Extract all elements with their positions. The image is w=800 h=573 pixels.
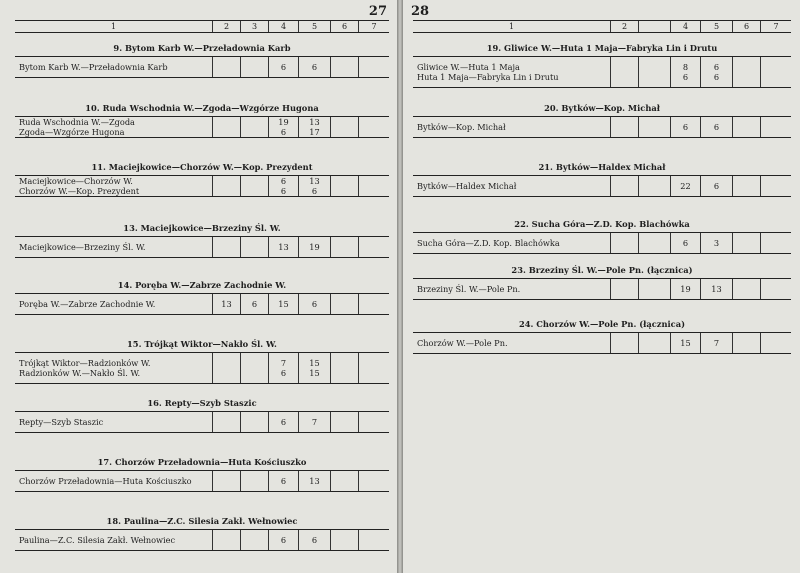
cell-value: 13: [221, 299, 232, 309]
value-cell-col-6: [331, 530, 359, 550]
value-cell-col-3: [241, 530, 269, 550]
table-row: [15, 293, 389, 315]
column-header-4: 4: [671, 21, 701, 32]
section-title: 17. Chorzów Przeładownia—Huta Kościuszko: [97, 457, 307, 467]
cell-value: 6: [311, 535, 318, 545]
route-line: Huta 1 Maja—Fabryka Lin i Drutu: [417, 72, 559, 82]
table-row: [413, 116, 791, 138]
value-cell-col-5: [701, 117, 733, 137]
table-row: [15, 411, 389, 433]
value-cell-col-7: [359, 530, 389, 550]
route-line: Chorzów Przeładownia—Huta Kościuszko: [19, 476, 192, 486]
table-row: [15, 352, 389, 384]
route-line: Ruda Wschodnia W.—Zgoda: [19, 117, 135, 127]
cell-value: 8: [682, 62, 689, 72]
section-title: 19. Gliwice W.—Huta 1 Maja—Fabryka Lin i Drutu: [486, 43, 718, 53]
value-cell-col-2: [213, 294, 241, 314]
section-title: 16. Repty—Szyb Staszic: [147, 398, 257, 408]
cell-value: 6: [280, 176, 287, 186]
cell-value: 6: [280, 535, 287, 545]
column-header-row: [15, 20, 389, 33]
value-cell-col-4: [269, 471, 299, 491]
column-header-4: 4: [269, 21, 299, 32]
value-cell-col-3: [639, 279, 671, 299]
table-row: [413, 232, 791, 254]
value-cell-col-6: [733, 279, 761, 299]
cell-value: 15: [278, 299, 289, 309]
value-cell-col-6: [331, 117, 359, 137]
table-row: [15, 470, 389, 492]
section-title: 9. Bytom Karb W.—Przeładownia Karb: [113, 43, 291, 53]
cell-value: 22: [680, 181, 691, 191]
route-line: Brzeziny Śl. W.—Pole Pn.: [417, 284, 521, 294]
table-row: [15, 56, 389, 78]
value-cell-col-4: [671, 233, 701, 253]
value-cell-col-2: [213, 471, 241, 491]
value-cell-col-5: [299, 471, 331, 491]
cell-value: 19: [278, 117, 289, 127]
route-line: Maciejkowice—Chorzów W.: [19, 176, 133, 186]
value-cell-col-6: [733, 233, 761, 253]
value-cell-col-7: [359, 237, 389, 257]
column-header-2: 2: [213, 21, 241, 32]
table-row: [413, 278, 791, 300]
value-cell-col-6: [733, 176, 761, 196]
route-line: Repty—Szyb Staszic: [19, 417, 104, 427]
value-cell-col-2: [611, 279, 639, 299]
table-row: [15, 529, 389, 551]
value-cell-col-6: [331, 237, 359, 257]
value-cell-col-3: [241, 57, 269, 77]
route-line: Maciejkowice—Brzeziny Śl. W.: [19, 242, 146, 252]
value-cell-col-6: [733, 117, 761, 137]
value-cell-col-7: [359, 471, 389, 491]
cell-value: 19: [680, 284, 691, 294]
page-number: 27: [368, 4, 387, 19]
value-cell-col-4: [671, 176, 701, 196]
column-header-1: 1: [15, 21, 213, 32]
value-cell-col-6: [331, 471, 359, 491]
route-description-cell: [413, 233, 611, 253]
value-cell-col-2: [611, 57, 639, 87]
value-cell-col-6: [733, 57, 761, 87]
route-line: Radzionków W.—Nakło Śl. W.: [19, 368, 141, 378]
cell-value: 6: [682, 72, 689, 82]
cell-value: 13: [309, 476, 320, 486]
route-line: Bytków—Kop. Michał: [417, 122, 506, 132]
value-cell-col-4: [269, 57, 299, 77]
value-cell-col-2: [611, 117, 639, 137]
right-page: [403, 0, 800, 573]
cell-value: 6: [311, 299, 318, 309]
value-cell-col-2: [213, 57, 241, 77]
table-row: [15, 175, 389, 197]
value-cell-col-2: [213, 353, 241, 383]
cell-value: 6: [280, 476, 287, 486]
cell-value: 6: [713, 181, 720, 191]
value-cell-col-5: [701, 233, 733, 253]
section-title: 23. Brzeziny Śl. W.—Pole Pn. (łącznica): [511, 265, 693, 275]
section-title: 24. Chorzów W.—Pole Pn. (łącznica): [518, 319, 686, 329]
value-cell-col-5: [299, 353, 331, 383]
value-cell-col-6: [331, 294, 359, 314]
table-row: [15, 116, 389, 138]
value-cell-col-4: [269, 353, 299, 383]
value-cell-col-3: [639, 233, 671, 253]
route-line: Bytom Karb W.—Przeładownia Karb: [19, 62, 168, 72]
value-cell-col-3: [241, 237, 269, 257]
value-cell-col-3: [241, 471, 269, 491]
route-line: Zgoda—Wzgórze Hugona: [19, 127, 125, 137]
table-row: [413, 332, 791, 354]
route-description-cell: [413, 279, 611, 299]
section-title: 22. Sucha Góra—Z.D. Kop. Blachówka: [514, 219, 690, 229]
cell-value: 6: [713, 62, 720, 72]
section-title: 18. Paulina—Z.C. Silesia Zakł. Wełnowiec: [106, 516, 298, 526]
value-cell-col-4: [671, 57, 701, 87]
route-description-cell: [15, 471, 213, 491]
value-cell-col-3: [241, 412, 269, 432]
value-cell-col-6: [331, 412, 359, 432]
value-cell-col-2: [213, 237, 241, 257]
cell-value: 6: [713, 122, 720, 132]
value-cell-col-3: [639, 57, 671, 87]
cell-value: 13: [309, 176, 320, 186]
column-header-3: [639, 21, 671, 32]
value-cell-col-4: [269, 412, 299, 432]
value-cell-col-4: [671, 117, 701, 137]
value-cell-col-6: [733, 333, 761, 353]
table-row: [15, 236, 389, 258]
route-line: Chorzów W.—Kop. Prezydent: [19, 186, 140, 196]
page-number: 28: [411, 4, 430, 19]
value-cell-col-3: [241, 294, 269, 314]
value-cell-col-5: [299, 176, 331, 196]
cell-value: 3: [713, 238, 720, 248]
left-page: [0, 0, 397, 573]
section-title: 15. Trójkąt Wiktor—Nakło Śl. W.: [127, 339, 277, 349]
value-cell-col-5: [701, 176, 733, 196]
value-cell-col-7: [761, 279, 791, 299]
value-cell-col-4: [269, 117, 299, 137]
cell-value: 7: [280, 358, 287, 368]
section-title: 11. Maciejkowice—Chorzów W.—Kop. Prezydent: [91, 162, 313, 172]
value-cell-col-5: [299, 294, 331, 314]
column-header-6: 6: [733, 21, 761, 32]
cell-value: 13: [278, 242, 289, 252]
route-description-cell: [413, 57, 611, 87]
value-cell-col-7: [761, 117, 791, 137]
table-row: [413, 175, 791, 197]
cell-value: 15: [309, 358, 320, 368]
value-cell-col-7: [359, 176, 389, 196]
column-header-5: 5: [299, 21, 331, 32]
value-cell-col-4: [671, 333, 701, 353]
column-header-1: 1: [413, 21, 611, 32]
cell-value: 6: [713, 72, 720, 82]
column-header-row: [413, 20, 791, 33]
value-cell-col-3: [639, 333, 671, 353]
value-cell-col-7: [359, 117, 389, 137]
route-description-cell: [15, 57, 213, 77]
value-cell-col-2: [611, 333, 639, 353]
route-line: Sucha Góra—Z.D. Kop. Blachówka: [417, 238, 560, 248]
value-cell-col-2: [213, 176, 241, 196]
value-cell-col-7: [359, 353, 389, 383]
route-description-cell: [15, 412, 213, 432]
table-row: [413, 56, 791, 88]
cell-value: 6: [311, 62, 318, 72]
value-cell-col-2: [213, 412, 241, 432]
cell-value: 15: [309, 368, 320, 378]
cell-value: 6: [251, 299, 258, 309]
value-cell-col-3: [639, 117, 671, 137]
value-cell-col-7: [761, 57, 791, 87]
section-title: 20. Bytków—Kop. Michał: [544, 103, 660, 113]
route-line: Poręba W.—Zabrze Zachodnie W.: [19, 299, 156, 309]
cell-value: 7: [311, 417, 318, 427]
route-line: Bytków—Haldex Michał: [417, 181, 517, 191]
value-cell-col-2: [611, 233, 639, 253]
route-line: Trójkąt Wiktor—Radzionków W.: [19, 358, 151, 368]
route-line: Chorzów W.—Pole Pn.: [417, 338, 508, 348]
route-description-cell: [15, 176, 213, 196]
value-cell-col-5: [299, 117, 331, 137]
cell-value: 6: [682, 122, 689, 132]
value-cell-col-5: [299, 237, 331, 257]
route-description-cell: [15, 353, 213, 383]
cell-value: 6: [280, 186, 287, 196]
value-cell-col-7: [761, 333, 791, 353]
column-header-5: 5: [701, 21, 733, 32]
value-cell-col-7: [761, 176, 791, 196]
cell-value: 7: [713, 338, 720, 348]
route-description-cell: [413, 117, 611, 137]
value-cell-col-4: [269, 237, 299, 257]
cell-value: 6: [280, 127, 287, 137]
value-cell-col-4: [269, 176, 299, 196]
column-header-3: 3: [241, 21, 269, 32]
value-cell-col-5: [299, 57, 331, 77]
column-header-7: 7: [371, 22, 377, 31]
value-cell-col-7: [761, 233, 791, 253]
value-cell-col-4: [671, 279, 701, 299]
value-cell-col-7: [359, 294, 389, 314]
value-cell-col-5: [701, 279, 733, 299]
value-cell-col-6: [331, 176, 359, 196]
value-cell-col-7: [359, 412, 389, 432]
route-description-cell: [413, 333, 611, 353]
value-cell-col-2: [611, 176, 639, 196]
route-line: Paulina—Z.C. Silesia Zakł. Wełnowiec: [19, 535, 176, 545]
route-description-cell: [15, 530, 213, 550]
value-cell-col-4: [269, 530, 299, 550]
column-header-6: 6: [331, 21, 359, 32]
section-title: 21. Bytków—Haldex Michał: [538, 162, 666, 172]
value-cell-col-3: [241, 117, 269, 137]
route-description-cell: [15, 294, 213, 314]
cell-value: 6: [311, 186, 318, 196]
value-cell-col-6: [331, 57, 359, 77]
value-cell-col-6: [331, 353, 359, 383]
value-cell-col-3: [241, 353, 269, 383]
value-cell-col-4: [269, 294, 299, 314]
route-description-cell: [413, 176, 611, 196]
value-cell-col-7: [359, 57, 389, 77]
cell-value: 6: [280, 368, 287, 378]
value-cell-col-2: [213, 117, 241, 137]
column-header-2: 2: [611, 21, 639, 32]
section-title: 10. Ruda Wschodnia W.—Zgoda—Wzgórze Hugona: [85, 103, 319, 113]
route-line: Gliwice W.—Huta 1 Maja: [417, 62, 520, 72]
cell-value: 6: [280, 417, 287, 427]
value-cell-col-5: [701, 57, 733, 87]
route-description-cell: [15, 117, 213, 137]
cell-value: 6: [280, 62, 287, 72]
cell-value: 13: [711, 284, 722, 294]
value-cell-col-3: [639, 176, 671, 196]
cell-value: 17: [309, 127, 320, 137]
section-title: 14. Poręba W.—Zabrze Zachodnie W.: [117, 280, 287, 290]
value-cell-col-5: [299, 412, 331, 432]
cell-value: 19: [309, 242, 320, 252]
column-header-7: 7: [773, 22, 779, 31]
value-cell-col-5: [299, 530, 331, 550]
cell-value: 15: [680, 338, 691, 348]
cell-value: 6: [682, 238, 689, 248]
value-cell-col-5: [701, 333, 733, 353]
value-cell-col-2: [213, 530, 241, 550]
cell-value: 13: [309, 117, 320, 127]
value-cell-col-3: [241, 176, 269, 196]
section-title: 13. Maciejkowice—Brzeziny Śl. W.: [123, 223, 281, 233]
route-description-cell: [15, 237, 213, 257]
